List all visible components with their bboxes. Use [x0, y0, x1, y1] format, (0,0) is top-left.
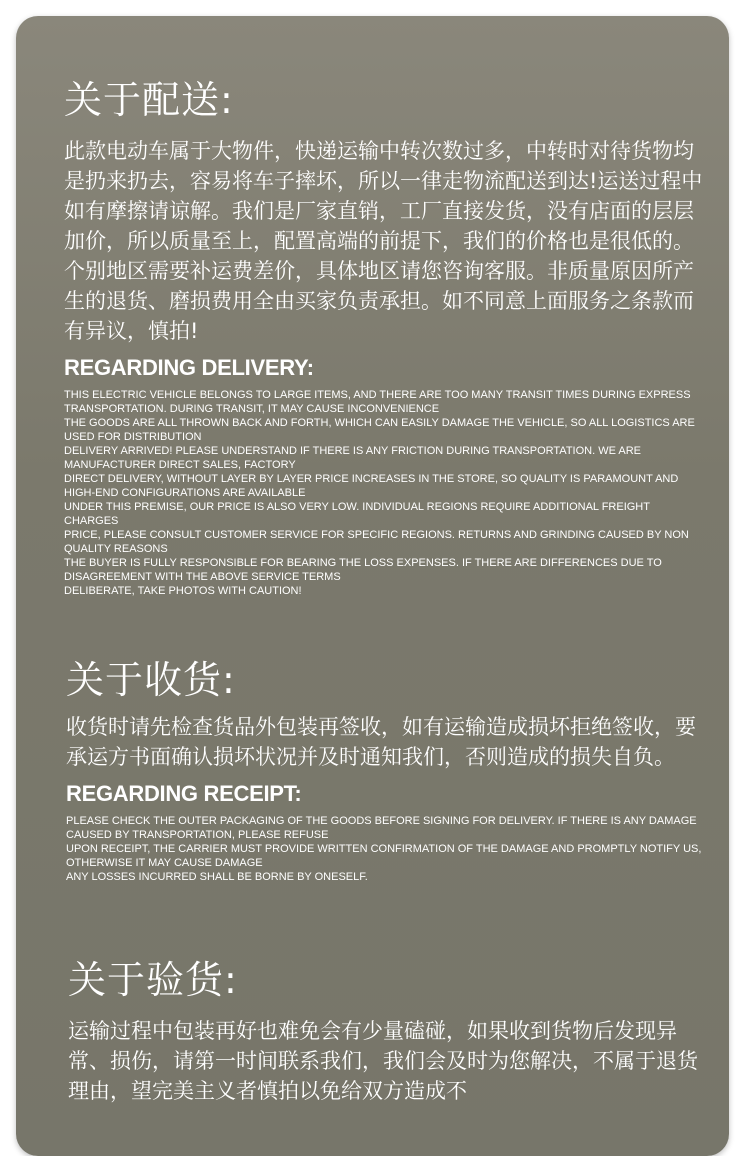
delivery-en-title: REGARDING DELIVERY: — [64, 355, 314, 380]
delivery-en-line: DIRECT DELIVERY, WITHOUT LAYER BY LAYER PRICE INCREASES IN THE STORE, SO QUALITY IS PARAMOUNT AND HIGH-END CONFIGURATIONS ARE AVAILABLE — [64, 473, 679, 499]
delivery-section — [64, 76, 704, 598]
delivery-en-body — [64, 388, 704, 598]
delivery-zh-body: 此款电动车属于大物件，快递运输中转次数过多，中转时对待货物均是扔来扔去，容易将车子摔坏，所以一律走物流配送到达!运送过程中如有摩擦请谅解。我们是厂家直销，工厂直接发货，没有店面的层层加价，所以质量至上，配置高端的前提下，我们的价格也是很低的。个别地区需要补运费差价，具体地区请您咨询客服。非质量原因所产生的退货、磨损费用全由买家负责承担。如不同意上面服务之条款而有异议，慎拍! — [64, 139, 703, 343]
inspection-zh-body: 运输过程中包装再好也难免会有少量磕碰，如果收到货物后发现异常、损伤，请第一时间联系我们，我们会及时为您解决，不属于退货理由，望完美主义者慎拍以免给双方造成不 — [68, 1019, 698, 1103]
delivery-en-line: PRICE, PLEASE CONSULT CUSTOMER SERVICE FOR SPECIFIC REGIONS. RETURNS AND GRINDING CAUSED BY NON QUALITY REASONS — [64, 529, 689, 555]
delivery-en-line: THE GOODS ARE ALL THROWN BACK AND FORTH, WHICH CAN EASILY DAMAGE THE VEHICLE, SO ALL LOGISTICS ARE USED FOR DISTRIBUTION — [64, 417, 695, 443]
info-card — [16, 16, 729, 1156]
receipt-en-line: PLEASE CHECK THE OUTER PACKAGING OF THE GOODS BEFORE SIGNING FOR DELIVERY. IF THERE IS ANY DAMAGE CAUSED BY TRANSPORTATION, PLEASE REFUSE — [66, 815, 697, 841]
receipt-en-line: UPON RECEIPT, THE CARRIER MUST PROVIDE WRITTEN CONFIRMATION OF THE DAMAGE AND PROMPTLY NOTIFY US, OTHERWISE IT MAY CAUSE DAMAGE — [66, 843, 702, 869]
delivery-zh-title: 关于配送: — [64, 78, 234, 122]
receipt-en-line: ANY LOSSES INCURRED SHALL BE BORNE BY ONESELF. — [66, 871, 368, 883]
receipt-section — [66, 656, 706, 884]
delivery-en-line: THIS ELECTRIC VEHICLE BELONGS TO LARGE ITEMS, AND THERE ARE TOO MANY TRANSIT TIMES DURING EXPRESS TRANSPORTATION. DURING TRANSIT, IT MAY CAUSE INCONVENIENCE — [64, 389, 691, 415]
receipt-zh-body: 收货时请先检查货品外包装再签收，如有运输造成损坏拒绝签收，要承运方书面确认损坏状况并及时通知我们，否则造成的损失自负。 — [66, 715, 696, 769]
delivery-en-line: DELIBERATE, TAKE PHOTOS WITH CAUTION! — [64, 585, 302, 597]
delivery-en-line: UNDER THIS PREMISE, OUR PRICE IS ALSO VERY LOW. INDIVIDUAL REGIONS REQUIRE ADDITIONAL FREIGHT CHARGES — [64, 501, 650, 527]
receipt-en-title: REGARDING RECEIPT: — [66, 781, 302, 806]
receipt-en-body — [66, 814, 706, 884]
inspection-section — [68, 956, 708, 1106]
delivery-en-line: DELIVERY ARRIVED! PLEASE UNDERSTAND IF THERE IS ANY FRICTION DURING TRANSPORTATION. WE ARE MANUFACTURER DIRECT SALES, FACTORY — [64, 445, 642, 471]
delivery-en-line: THE BUYER IS FULLY RESPONSIBLE FOR BEARING THE LOSS EXPENSES. IF THERE ARE DIFFERENCES DUE TO DISAGREEMENT WITH THE ABOVE SERVICE TERMS — [64, 557, 662, 583]
receipt-zh-title: 关于收货: — [66, 658, 236, 702]
inspection-zh-title: 关于验货: — [68, 958, 238, 1002]
